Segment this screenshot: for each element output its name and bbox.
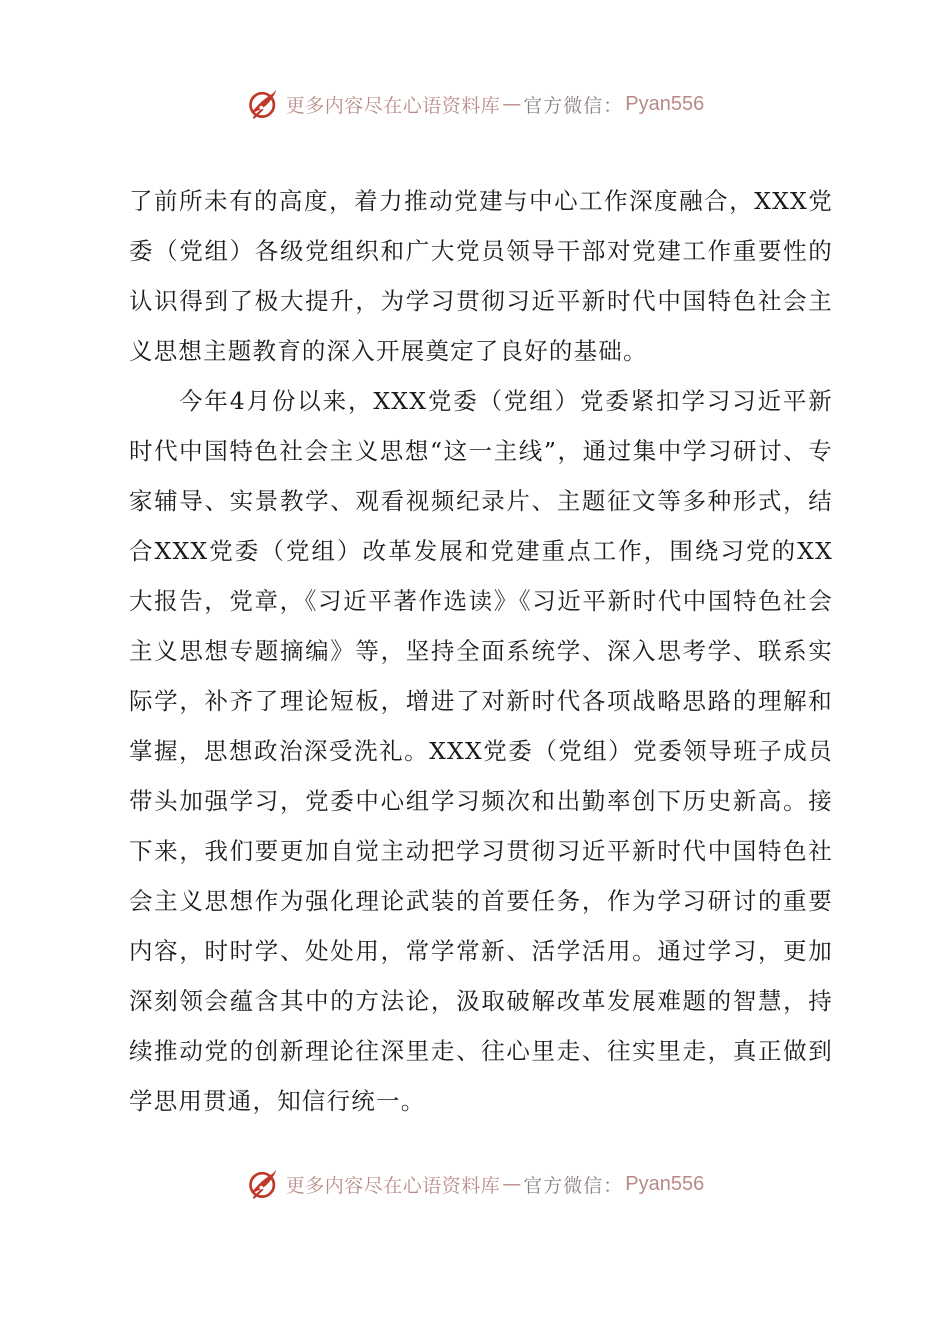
banner-wechat-id: Pyan556 [625,1172,705,1195]
paragraph-2: 今年4月份以来，XXX党委（党组）党委紧扣学习习近平新时代中国特色社会主义思想“这一主线”，通过集中学习研讨、专家辅导、实景教学、观看视频纪录片、主题征文等多种形式，结合XXX党委（党组）改革发展和党建重点工作，围绕习党的XX大报告，党章，《习近平著作选读》《习近平新时代中国特色社会主义思想专题摘编》等，坚持全面系统学、深入思考学、联系实际学，补齐了理论短板，增进了对新时代各项战略思路的理解和掌握，思想政治深受洗礼。XXX党委（党组）党委领导班子成员带头加强学习，党委中心组学习频次和出勤率创下历史新高。接下来，我们要更加自觉主动把学习贯彻习近平新时代中国特色社会主义思想作为强化理论武装的首要任务，作为学习研讨的重要内容，时时学、处处用，常学常新、活学活用。通过学习，更加深刻领会蕴含其中的方法论，汲取破解改革发展难题的智慧，持续推动党的创新理论往深里走、往心里走、往实里走，真正做到学思用贯通，知信行统一。 [129,387,833,1115]
banner-official-text: 官方微信： [523,94,624,117]
banner-separator: — [502,1173,522,1195]
banner-site-text: 更多内容尽在心语资料库 [285,1174,501,1197]
document-body [129,176,833,1126]
banner-official-text: 官方微信： [523,1174,624,1197]
banner-site-text: 更多内容尽在心语资料库 [285,94,501,117]
pen-nib-logo-icon [246,86,282,122]
header-banner [0,84,950,124]
footer-banner [0,1164,950,1204]
paragraph-1: 了前所未有的高度，着力推动党建与中心工作深度融合，XXX党委（党组）各级党组织和广大党员领导干部对党建工作重要性的认识得到了极大提升，为学习贯彻习近平新时代中国特色社会主义思想主题教育的深入开展奠定了良好的基础。 [129,187,833,365]
pen-nib-logo-icon [246,1166,282,1202]
banner-wechat-id: Pyan556 [625,92,705,115]
banner-separator: — [502,93,522,115]
